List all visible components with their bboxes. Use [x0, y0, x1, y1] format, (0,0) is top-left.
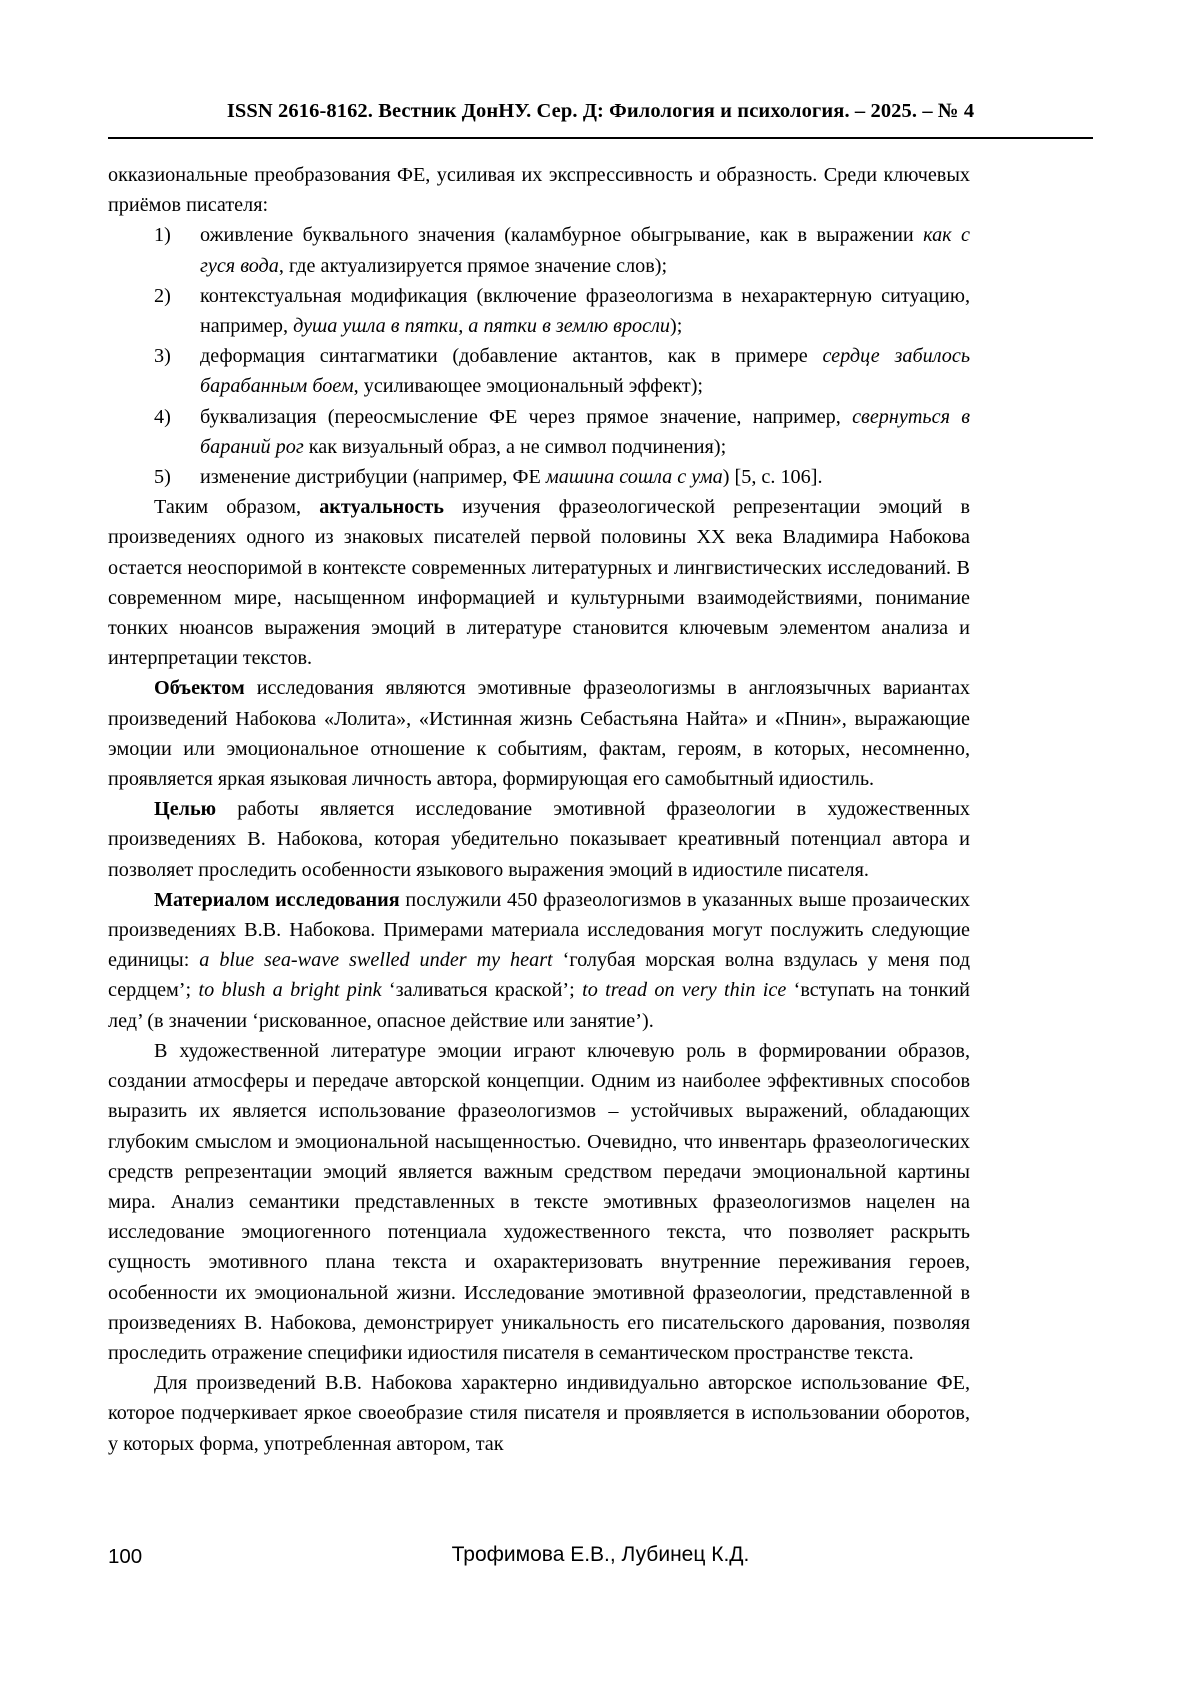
text-run: ) [5, с. 106]. — [722, 466, 823, 489]
text-run: изучения фразеологической репрезентации эмоций в произведениях одного из знаковых писателей первой половины XX века Владимира Набокова остается неоспоримой в контексте современных литературных и лингвистических исследований. В современном мире, насыщенном информацией и культурными взаимодействиями, понимание тонких нюансов выражения эмоций в литературе становится ключевым элементом анализа и интерпретации текстов. — [108, 496, 970, 670]
text-run-italic: сердце забилось барабанным боем — [200, 345, 971, 398]
text-run: изменение дистрибуции (например, ФЕ — [200, 466, 546, 489]
paragraph-object — [108, 673, 970, 794]
text-run-bold: актуальность — [319, 496, 444, 519]
text-run: Таким образом, — [154, 496, 320, 519]
paragraph-material — [108, 885, 970, 1036]
text-run: контекстуальная модификация (включение фразеологизма в нехарактерную ситуацию, например, — [200, 284, 970, 338]
paragraph-literature: В художественной литературе эмоции играют ключевую роль в формировании образов, создании атмосферы и передаче авторской концепции. Одним из наиболее эффективных способов выразить их является использование фразеологизмов – устойчивых выражений, обладающих глубоким смыслом и эмоциональной насыщенностью. Очевидно, что инвентарь фразеологических средств репрезентации эмоций является важным средством передачи эмоциональной картины мира. Анализ семантики представленных в тексте эмотивных фразеологизмов нацелен на исследование эмоциогенного потенциала художественного текста, что позволяет раскрыть сущность эмотивного плана текста и охарактеризовать внутренние переживания героев, особенности их эмоциональной жизни. Исследование эмотивной фразеологии, представленной в произведениях В. Набокова, демонстрирует уникальность его писательского дарования, позволяя проследить отражение специфики идиостиля писателя в семантическом пространстве текста. — [108, 1039, 970, 1364]
text-run: , где актуализируется прямое значение слов); — [278, 254, 668, 277]
list-item — [108, 462, 970, 492]
list-item — [108, 402, 970, 462]
text-run: деформация синтагматики (добавление актантов, как в примере — [200, 345, 823, 368]
paragraph-last: Для произведений В.В. Набокова характерно индивидуально авторское использование ФЕ, которое подчеркивает яркое своеобразие стиля писателя и проявляется в использовании оборотов, у которых форма, употребленная автором, так — [108, 1372, 970, 1455]
text-run: , усиливающее эмоциональный эффект); — [353, 375, 704, 398]
footer-authors: Трофимова Е.В., Лубинец К.Д. — [451, 1543, 750, 1566]
list-item-number: 1) — [154, 224, 171, 247]
list-item — [108, 341, 970, 401]
list-item-number: 3) — [154, 345, 171, 368]
text-run: работы является исследование эмотивной фразеологии в художественных произведениях В. Набокова, которая убедительно показывает креативный потенциал автора и позволяет проследить особенности языкового выражения эмоций в идиостиле писателя. — [108, 798, 970, 881]
text-run: ‘голубая морская волна вздулась у меня под сердцем’; — [108, 949, 971, 1002]
text-run-italic: to tread on very thin ice — [582, 979, 787, 1002]
list-item-text — [200, 462, 970, 492]
list-item-text — [200, 341, 970, 401]
text-run: ‘вступать на тонкий лед’ (в значении ‘рискованное, опасное действие или занятие’). — [108, 979, 970, 1032]
paragraph-relevance — [108, 492, 970, 673]
list-item-text — [200, 220, 970, 280]
list-item-number: 5) — [154, 466, 171, 489]
text-run: ‘заливаться краской’; — [381, 979, 583, 1002]
text-run-bold: Целью — [154, 798, 217, 821]
list-item — [108, 220, 970, 280]
text-run-bold: Объектом — [154, 677, 245, 700]
text-run: оживление буквального значения (каламбурное обыгрывание, как в выражении — [200, 224, 924, 247]
text-run: исследования являются эмотивные фразеологизмы в англоязычных вариантах произведений Набокова «Лолита», «Истинная жизнь Себастьяна Найта» и «Пнин», выражающие эмоции или эмоциональное отношение к событиям, фактам, героям, в которых, несомненно, проявляется яркая языковая личность автора, формирующая его самобытный идиостиль. — [108, 677, 970, 791]
text-run-italic: to blush a bright pink — [198, 979, 382, 1002]
text-run: ); — [670, 315, 683, 338]
list-item-number: 4) — [154, 405, 171, 428]
text-run: как визуальный образ, а не символ подчинения); — [303, 435, 727, 458]
header-divider — [108, 137, 1093, 139]
text-run-italic: машина сошла с ума — [545, 466, 723, 489]
text-run-italic: как с гуся вода — [200, 224, 970, 277]
list-item-text — [200, 281, 970, 341]
numbered-list — [108, 220, 970, 492]
text-run: послужили 450 фразеологизмов в указанных выше прозаических произведениях В.В. Набокова. Примерами материала исследования могут послужить следующие единицы: — [108, 888, 970, 972]
text-run: буквализация (переосмысление ФЕ через прямое значение, например, — [200, 405, 853, 428]
page-number: 100 — [108, 1545, 143, 1568]
list-item-text — [200, 402, 970, 462]
list-item — [108, 281, 970, 341]
article-body — [108, 160, 970, 1459]
text-run-italic: a blue sea-wave swelled under my heart — [199, 949, 553, 972]
paragraph-goal — [108, 794, 970, 885]
text-run-italic: свернуться в бараний рог — [200, 405, 970, 458]
text-run-italic: душа ушла в пятки, а пятки в землю вросли — [293, 315, 670, 338]
list-item-number: 2) — [154, 284, 171, 307]
running-head: ISSN 2616-8162. Вестник ДонНУ. Сер. Д: Филология и психология. – 2025. – № 4 — [226, 100, 975, 122]
paragraph-intro: окказиональные преобразования ФЕ, усиливая их экспрессивность и образность. Среди ключевых приёмов писателя: — [108, 164, 970, 217]
text-run-bold: Материалом исследования — [154, 888, 400, 911]
